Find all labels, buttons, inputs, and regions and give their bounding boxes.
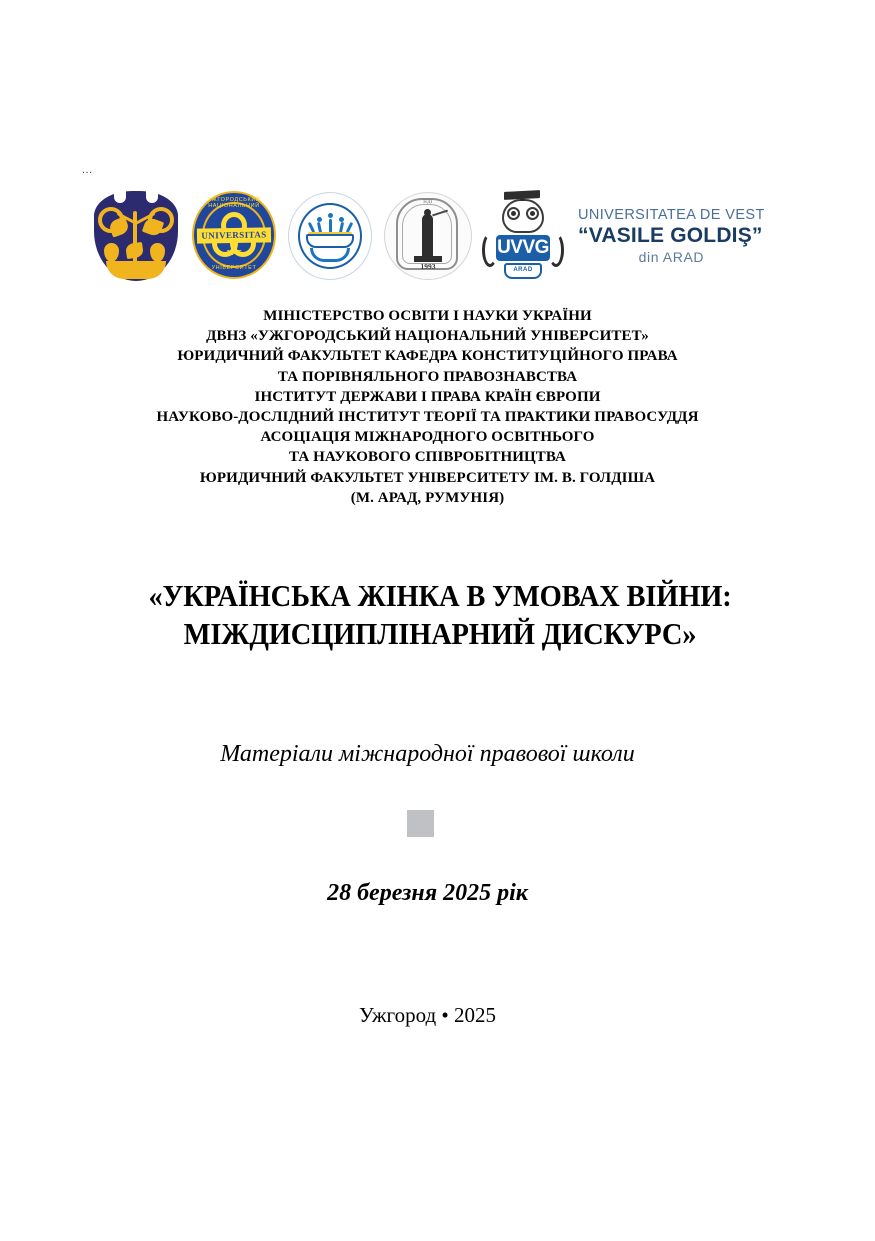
- shield-notch-right: [146, 189, 158, 203]
- uzhhorod-region-shield-logo: [88, 187, 184, 285]
- page-title-line2: МІЖДИСЦИПЛІНАРНИЙ ДИСКУРС»: [183, 616, 697, 651]
- uzhhorod-national-university-seal-logo: [188, 188, 280, 284]
- arad-banner-text: ARAD: [513, 267, 533, 273]
- page-subtitle: Матеріали міжнародної правової школи: [220, 741, 635, 767]
- uvvg-wordmark: [574, 206, 765, 266]
- image-placeholder: [407, 810, 434, 837]
- corner-artifact-mark: ...: [82, 164, 93, 176]
- themis-top-text: НДІ: [423, 200, 433, 205]
- open-book-icon: [306, 234, 354, 248]
- organisation-line: ТА ПОРІВНЯЛЬНОГО ПРАВОЗНАВСТВА: [277, 368, 578, 385]
- organisation-line: МІНІСТЕРСТВО ОСВІТИ І НАУКИ УКРАЇНИ: [263, 308, 592, 324]
- owl-pupil-right: [530, 211, 535, 216]
- organisation-line: ЮРИДИЧНИЙ ФАКУЛЬТЕТ КАФЕДРА КОНСТИТУЦІЙНОГО ПРАВА: [177, 348, 678, 365]
- themis-statue-icon: [422, 214, 433, 258]
- uvvg-owl-emblem-logo: [480, 187, 566, 285]
- figure-body-center: [329, 219, 332, 233]
- organisation-line: ІНСТИТУТ ДЕРЖАВИ І ПРАВА КРАЇН ЄВРОПИ: [254, 388, 601, 405]
- organisation-line: НАУКОВО-ДОСЛІДНИЙ ІНСТИТУТ ТЕОРІЇ ТА ПРАКТИКИ ПРАВОСУДДЯ: [156, 409, 699, 426]
- figure-head-center: [328, 213, 333, 218]
- themis-year: 1993: [420, 262, 436, 271]
- seal-year: 1945: [226, 250, 242, 257]
- laurel-wreath-right-icon: [548, 233, 564, 267]
- page-title: [0, 577, 875, 653]
- page-title-line1: «УКРАЇНСЬКА ЖІНКА В УМОВАХ ВІЙНИ:: [148, 578, 732, 613]
- uvvg-wordmark-line3: din ARAD: [638, 249, 705, 265]
- organisation-line: ЮРИДИЧНИЙ ФАКУЛЬТЕТ УНІВЕРСИТЕТУ ІМ. В. ГОЛДІША: [199, 469, 656, 486]
- event-date: 28 березня 2025 рік: [327, 880, 528, 906]
- organisation-line: ДВНЗ «УЖГОРОДСЬКИЙ НАЦІОНАЛЬНИЙ УНІВЕРСИТЕТ»: [206, 328, 649, 345]
- research-institute-justice-seal-logo: [380, 188, 476, 284]
- organisation-line: (М. АРАД, РУМУНІЯ): [350, 489, 505, 506]
- association-cooperation-logo: [284, 188, 376, 284]
- seal-rim-bottom-text: УНІВЕРСИТЕТ: [211, 265, 257, 271]
- owl-pupil-left: [511, 211, 516, 216]
- seal-band: [197, 227, 271, 243]
- shield-base: [106, 261, 166, 279]
- shield-notch-left: [114, 189, 126, 203]
- organisations-block: [0, 306, 855, 508]
- organisation-line: АСОЦІАЦІЯ МІЖНАРОДНОГО ОСВІТНЬОГО: [260, 429, 595, 446]
- uvvg-wordmark-line2: “VASILE GOLDIŞ”: [578, 224, 763, 247]
- imprint-line: Ужгород • 2025: [358, 1003, 497, 1027]
- seal-band-text: UNIVERSITAS: [201, 229, 267, 241]
- graduation-cap-tassel: [520, 197, 524, 201]
- uvvg-wordmark-line1: UNIVERSITATEA DE VEST: [578, 207, 765, 223]
- uvvg-monogram-text: UVVG: [497, 237, 549, 258]
- logo-row: [88, 186, 765, 286]
- organisation-line: ТА НАУКОВОГО СПІВРОБІТНИЦТВА: [288, 449, 566, 466]
- seal-rim-top-text: УЖГОРОДСЬКИЙ НАЦІОНАЛЬНИЙ: [207, 197, 261, 209]
